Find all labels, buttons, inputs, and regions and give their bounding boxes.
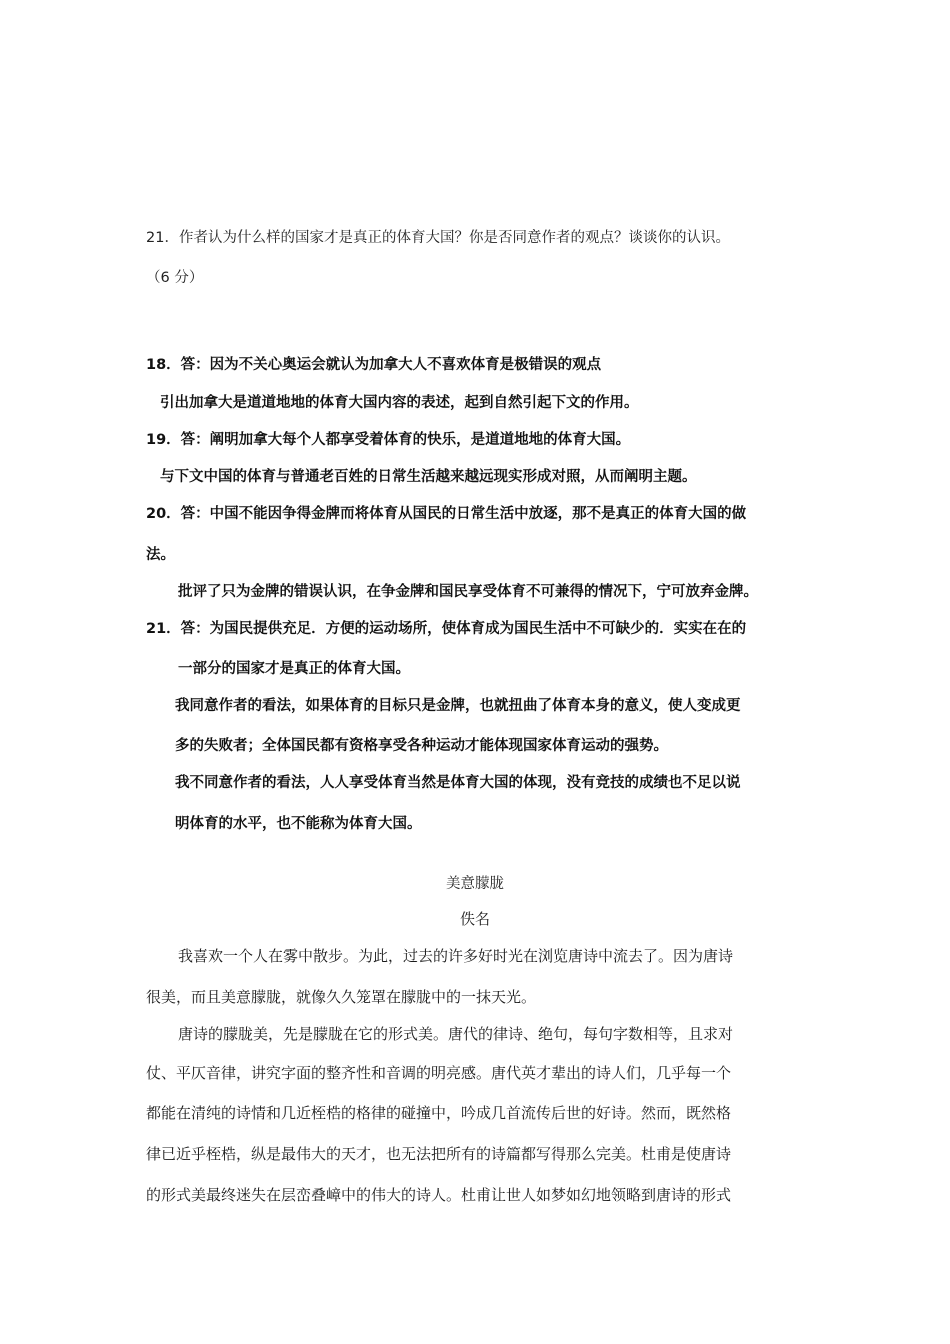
article-paragraph-2-line-1: 唐诗的朦胧美，先是朦胧在它的形式美。唐代的律诗、绝句，每句字数相等，且求对 (178, 1025, 734, 1043)
article-paragraph-2-line-3: 都能在清纯的诗情和几近桎梏的格律的碰撞中，吟成几首流传后世的好诗。然而，既然格 (146, 1104, 732, 1122)
article-paragraph-1-line-2: 很美，而且美意朦胧，就像久久笼罩在朦胧中的一抹天光。 (146, 988, 537, 1006)
answer-18-line-2: 引出加拿大是道道地地的体育大国内容的表述，起到自然引起下文的作用。 (160, 395, 639, 411)
article-paragraph-2-line-4: 律已近乎桎梏，纵是最伟大的天才，也无法把所有的诗篇都写得那么完美。杜甫是使唐诗 (146, 1145, 732, 1163)
answer-20-line-2: 法。 (146, 547, 175, 563)
article-paragraph-1-line-1: 我喜欢一个人在雾中散步。为此，过去的许多好时光在浏览唐诗中流去了。因为唐诗 (178, 947, 734, 965)
answer-20-line-1: 20．答：中国不能因争得金牌而将体育从国民的日常生活中放逐，那不是真正的体育大国的做 (146, 506, 747, 522)
answer-21-line-2: 一部分的国家才是真正的体育大国。 (178, 661, 410, 677)
answer-21-line-3: 我同意作者的看法，如果体育的目标只是金牌，也就扭曲了体育本身的意义，使人变成更 (175, 698, 741, 714)
answer-20-line-3: 批评了只为金牌的错误认识，在争金牌和国民享受体育不可兼得的情况下，宁可放弃金牌。 (178, 584, 758, 600)
article-author: 佚名 (459, 910, 490, 928)
question-21-score: （6 分） (146, 270, 204, 286)
answer-21-line-4: 多的失败者；全体国民都有资格享受各种运动才能体现国家体育运动的强势。 (175, 738, 668, 754)
article-title: 美意朦胧 (446, 876, 504, 892)
answer-19-line-2: 与下文中国的体育与普通老百姓的日常生活越来越远现实形成对照，从而阐明主题。 (160, 469, 697, 485)
article-paragraph-2-line-2: 仗、平仄音律，讲究字面的整齐性和音调的明亮感。唐代英才辈出的诗人们，几乎每一个 (146, 1064, 732, 1082)
question-21-line-1: 21．作者认为什么样的国家才是真正的体育大国？你是否同意作者的观点？谈谈你的认识。 (146, 230, 730, 246)
article-paragraph-2-line-5: 的形式美最终迷失在层峦叠嶂中的伟大的诗人。杜甫让世人如梦如幻地领略到唐诗的形式 (146, 1186, 732, 1204)
answer-21-line-6: 明体育的水平，也不能称为体育大国。 (175, 816, 422, 832)
answer-21-line-5: 我不同意作者的看法，人人享受体育当然是体育大国的体现，没有竞技的成绩也不足以说 (175, 775, 741, 791)
answer-19-line-1: 19．答：阐明加拿大每个人都享受着体育的快乐，是道道地地的体育大国。 (146, 432, 631, 448)
answer-18-line-1: 18．答：因为不关心奥运会就认为加拿大人不喜欢体育是极错误的观点 (146, 357, 602, 373)
answer-21-line-1: 21．答：为国民提供充足．方便的运动场所，使体育成为国民生活中不可缺少的．实实在在的 (146, 621, 747, 637)
